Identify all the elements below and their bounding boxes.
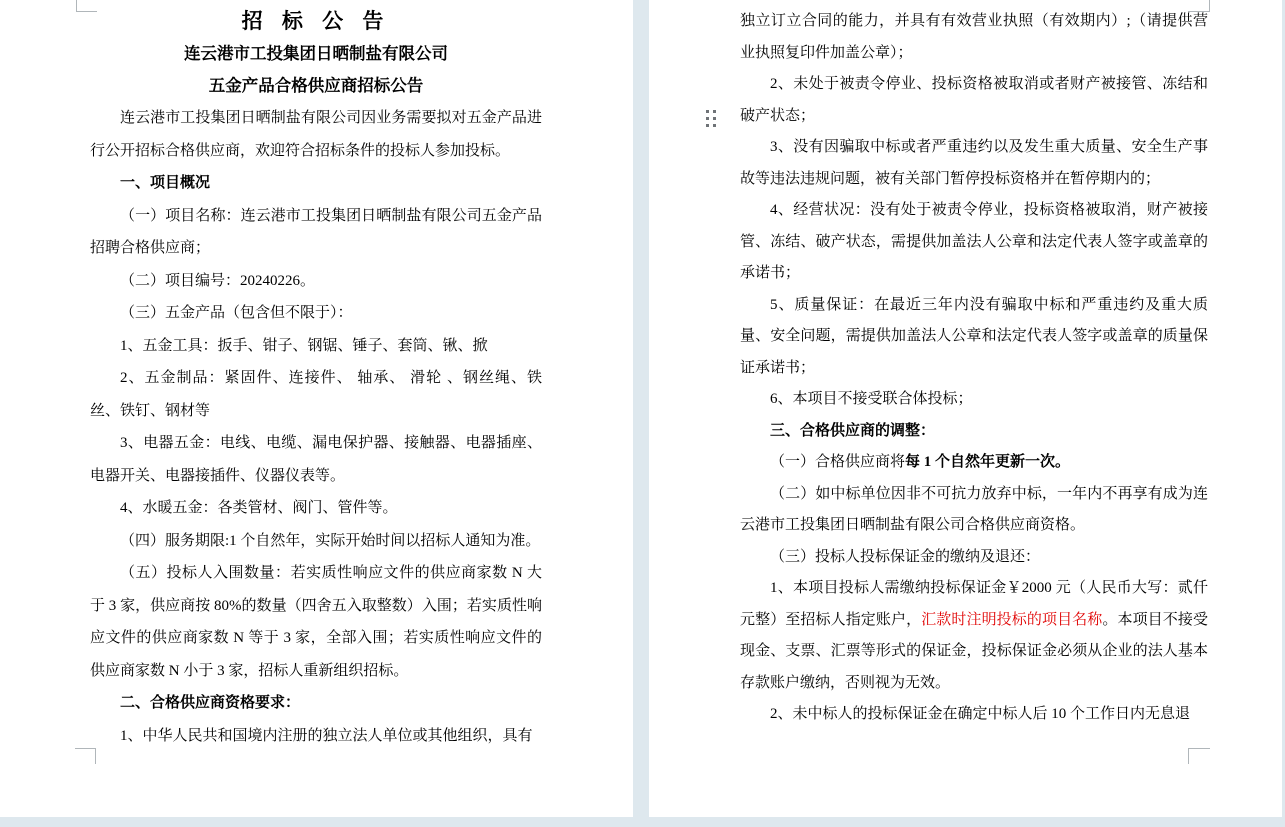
text-run: （二）项目编号：20240226。	[120, 272, 316, 289]
project-name-paragraph	[90, 200, 542, 265]
page-2-text-area[interactable]	[649, 0, 1282, 731]
text-run: 1、五金工具：扳手、钳子、钢锯、锤子、套筒、锹、掀	[120, 337, 488, 354]
shortlist-quantity-paragraph	[90, 557, 542, 687]
qualification-item-3	[740, 132, 1208, 195]
text-run: 连云港市工投集团日晒制盐有限公司因业务需要拟对五金产品进行公开招标合格供应商，欢迎符合招标条件的投标人参加投标。	[90, 110, 542, 159]
bold-text-run: 三、合格供应商的调整：	[770, 422, 936, 439]
product-scope-paragraph	[90, 297, 542, 330]
section-2-heading	[90, 687, 542, 720]
qualification-item-4	[740, 195, 1208, 290]
deposit-item-1	[740, 573, 1208, 699]
qualification-item-5	[740, 290, 1208, 385]
adjustment-item-3	[740, 542, 1208, 574]
service-term-paragraph	[90, 525, 542, 558]
page-1-text-area[interactable]	[0, 0, 633, 752]
qualification-item-1-start	[90, 720, 542, 753]
bold-text-run: 二、合格供应商资格要求：	[120, 695, 301, 711]
text-run: 5、质量保证：在最近三年内没有骗取中标和严重违约及重大质量、安全问题，需提供加盖法人公章和法定代表人签字或盖章的质量保证承诺书；	[740, 296, 1208, 376]
product-item-1	[90, 330, 542, 363]
text-run: 2、五金制品：紧固件、连接件、 轴承、 滑轮 、钢丝绳、铁丝、铁钉、钢材等	[90, 370, 542, 419]
red-emphasis-text: 汇款时注明投标的项目名称	[921, 611, 1103, 628]
qualification-item-6	[740, 384, 1208, 416]
text-run: 4、水暖五金：各类管材、阀门、管件等。	[120, 500, 398, 516]
text-run: 3、电器五金：电线、电缆、漏电保护器、接触器、电器插座、电器开关、电器接插件、仪器仪表等。	[90, 435, 542, 484]
qualification-item-1-continued	[740, 6, 1208, 69]
text-run: 2、未中标人的投标保证金在确定中标人后 10 个工作日内无息退	[770, 706, 1191, 722]
section-3-heading	[740, 416, 1208, 448]
intro-paragraph	[90, 102, 542, 167]
product-item-2	[90, 362, 542, 427]
text-run: （三）五金产品（包含但不限于）：	[120, 305, 353, 321]
text-run: （四）服务期限:1 个自然年，实际开始时间以招标人通知为准。	[120, 532, 541, 549]
project-number-paragraph	[90, 265, 542, 298]
text-run: 6、本项目不接受联合体投标；	[770, 391, 973, 407]
text-run: （三）投标人投标保证金的缴纳及退还：	[770, 548, 1041, 565]
bold-text-run: 一、项目概况	[120, 175, 211, 191]
deposit-item-2-start	[740, 699, 1208, 731]
document-page-2	[649, 0, 1282, 817]
text-run: 3、没有因骗取中标或者严重违约以及发生重大质量、安全生产事故等违法违规问题，被有关部门暂停投标资格并在暂停期内的；	[740, 139, 1208, 187]
text-run: 2、未处于被责令停业、投标资格被取消或者财产被接管、冻结和破产状态；	[740, 76, 1208, 124]
text-run: （五）投标人入围数量：若实质性响应文件的供应商家数 N 大于 3 家，供应商按 80%的数量（四舍五入取整数）入围；若实质性响应文件的供应商家数 N 等于 3 家，全部入围；若实质性响应文件的供应商家数 N 小于 3 家，招标人重新组织招标。	[90, 565, 542, 679]
qualification-item-2	[740, 69, 1208, 132]
text-run: 。本项目不接受现金、支票、汇票等形式的保证金，投标保证金必须从企业的法人基本存款账户缴纳，否则视为无效。	[740, 611, 1208, 691]
adjustment-item-2	[740, 479, 1208, 542]
text-run: （一）项目名称：连云港市工投集团日晒制盐有限公司五金产品招聘合格供应商；	[90, 207, 542, 256]
text-run: 独立订立合同的能力，并具有有效营业执照（有效期内）;（请提供营业执照复印件加盖公章）；	[740, 13, 1208, 61]
doc-title: 招 标 公 告	[241, 9, 391, 33]
text-run: 1、本项目投标人需缴纳投标保证金￥2000 元（人民币大写：贰仟元整）至招标人指定账户，	[740, 580, 1208, 628]
text-run: 4、经营状况：没有处于被责令停业，投标资格被取消，财产被接管、冻结、破产状态，需提供加盖法人公章和法定代表人签字或盖章的承诺书；	[740, 202, 1208, 281]
adjustment-item-1	[740, 447, 1208, 479]
text-run: 1、中华人民共和国境内注册的独立法人单位或其他组织，具有	[120, 727, 533, 744]
section-1-heading	[90, 167, 542, 200]
text-run: （一）合格供应商将	[770, 454, 906, 470]
product-item-3	[90, 427, 542, 492]
document-page-1	[0, 0, 633, 817]
drag-handle-icon[interactable]	[706, 110, 716, 127]
product-item-4	[90, 492, 542, 525]
text-run: （二）如中标单位因非不可抗力放弃中标，一年内不再享有成为连云港市工投集团日晒制盐有限公司合格供应商资格。	[740, 485, 1208, 533]
company-name-line: 连云港市工投集团日晒制盐有限公司	[184, 44, 448, 63]
announcement-subtitle: 五金产品合格供应商招标公告	[208, 76, 424, 95]
bold-text-run: 每 1 个自然年更新一次。	[905, 454, 1071, 470]
